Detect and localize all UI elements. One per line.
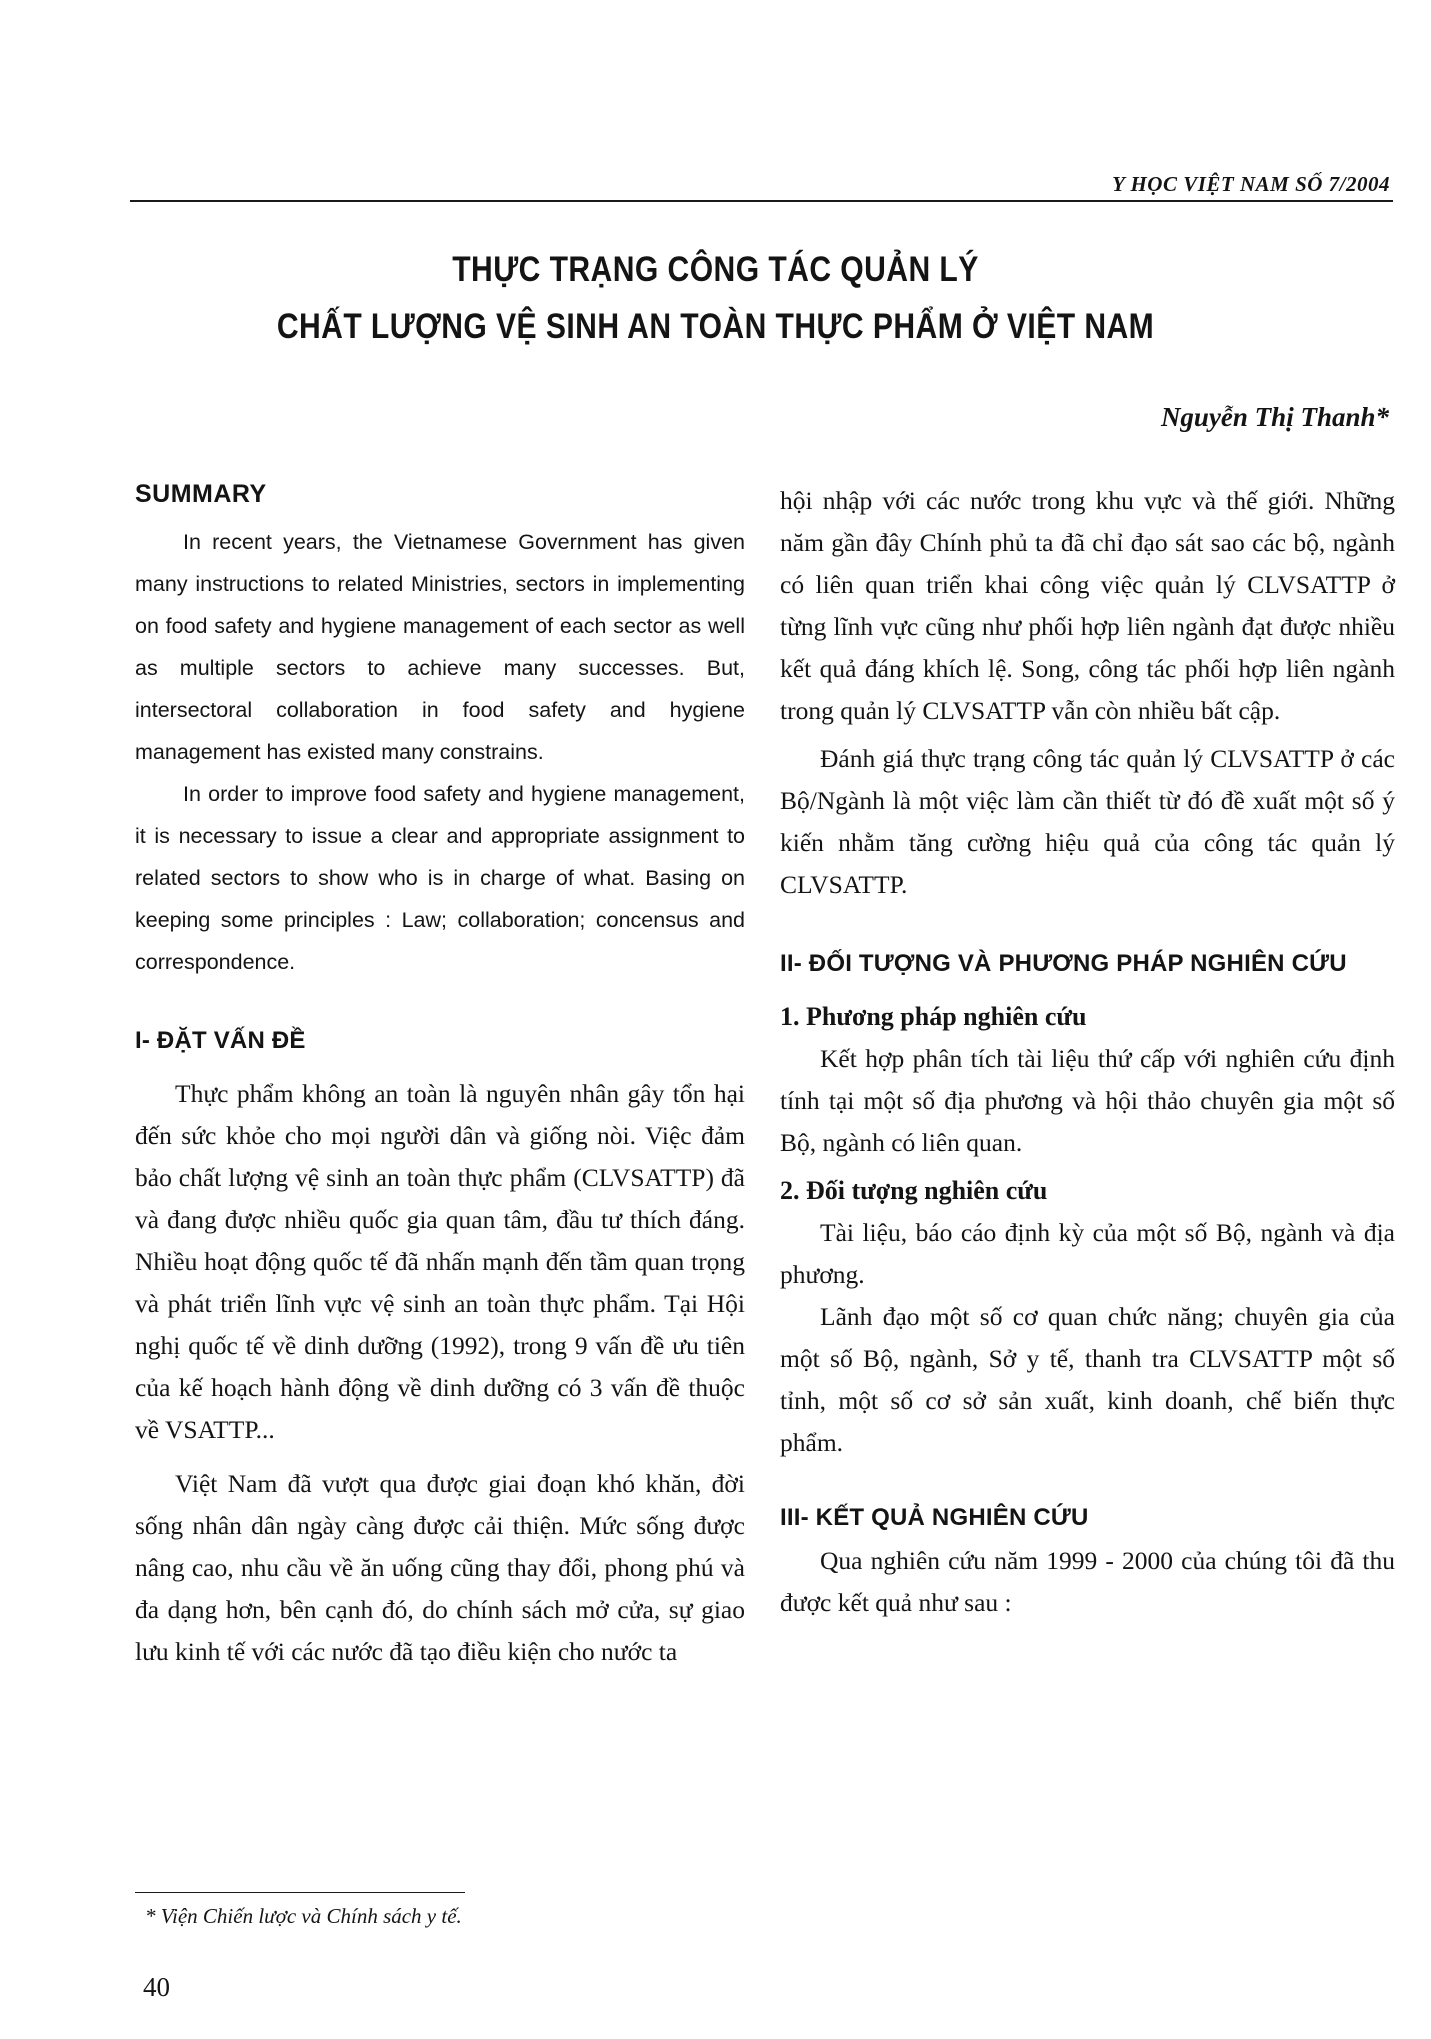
summary-paragraph-2: In order to improve food safety and hygiene management, it is necessary to issue a clear and appropriate assignment to related sectors to show who is in charge of what. Basing on keeping some principles : Law; collaboration; concensus and correspondence. (135, 782, 745, 974)
section-2-subject-paragraph-1: Tài liệu, báo cáo định kỳ của một số Bộ, ngành và địa phương. (780, 1218, 1395, 1289)
section-2-subheading-1: 1. Phương pháp nghiên cứu (780, 1002, 1087, 1031)
journal-header: Y HỌC VIỆT NAM SỐ 7/2004 (1112, 172, 1390, 196)
section-2-heading: II- ĐỐI TƯỢNG VÀ PHƯƠNG PHÁP NGHIÊN CỨU (780, 950, 1347, 977)
section-1-paragraph-3: hội nhập với các nước trong khu vực và thế giới. Những năm gần đây Chính phủ ta đã chỉ đạo sát sao các bộ, ngành có liên quan triển khai công việc quản lý CLVSATTP ở từng lĩnh vực cũng như phối hợp liên ngành đạt được nhiều kết quả đáng khích lệ. Song, công tác phối hợp liên ngành trong quản lý CLVSATTP vẫn còn nhiều bất cập. (780, 486, 1395, 725)
author-name: Nguyễn Thị Thanh* (1160, 402, 1389, 432)
summary-paragraph-1: In recent years, the Vietnamese Government has given many instructions to related Ministries, sectors in implementing on food safety and hygiene management of each sector as well as multiple sectors to achieve many successes. But, intersectoral collaboration in food safety and hygiene management has existed many constrains. (135, 530, 745, 764)
section-3-paragraph-1: Qua nghiên cứu năm 1999 - 2000 của chúng tôi đã thu được kết quả như sau : (780, 1546, 1395, 1617)
page-number: 40 (143, 1972, 170, 2002)
section-1-paragraph-1: Thực phẩm không an toàn là nguyên nhân gây tổn hại đến sức khỏe cho mọi người dân và giống nòi. Việc đảm bảo chất lượng vệ sinh an toàn thực phẩm (CLVSATTP) đã và đang được nhiều quốc gia quan tâm, đầu tư thích đáng. Nhiều hoạt động quốc tế đã nhấn mạnh đến tầm quan trọng và phát triển lĩnh vực vệ sinh an toàn thực phẩm. Tại Hội nghị quốc tế về dinh dưỡng (1992), trong 9 vấn đề ưu tiên của kế hoạch hành động về dinh dưỡng có 3 vấn đề thuộc về VSATTP... (135, 1079, 745, 1444)
section-1-paragraph-4: Đánh giá thực trạng công tác quản lý CLVSATTP ở các Bộ/Ngành là một việc làm cần thiết từ đó đề xuất một số ý kiến nhằm tăng cường hiệu quả của công tác quản lý CLVSATTP. (780, 744, 1395, 899)
footnote: * Viện Chiến lược và Chính sách y tế. (145, 1904, 462, 1928)
section-1-paragraph-2: Việt Nam đã vượt qua được giai đoạn khó khăn, đời sống nhân dân ngày càng được cải thiện. Mức sống được nâng cao, nhu cầu về ăn uống cũng thay đổi, phong phú và đa dạng hơn, bên cạnh đó, do chính sách mở cửa, sự giao lưu kinh tế với các nước đã tạo điều kiện cho nước ta (135, 1469, 745, 1666)
section-2-subheading-2: 2. Đối tượng nghiên cứu (780, 1176, 1048, 1205)
section-2-subject-paragraph-2: Lãnh đạo một số cơ quan chức năng; chuyên gia của một số Bộ, ngành, Sở y tế, thanh tra CLVSATTP một số tỉnh, một số cơ sở sản xuất, kinh doanh, chế biến thực phẩm. (780, 1302, 1395, 1457)
header-rule (130, 200, 1393, 202)
article-title-line-1: THỰC TRẠNG CÔNG TÁC QUẢN LÝ (452, 250, 979, 289)
footnote-rule (135, 1892, 465, 1893)
left-column (135, 480, 745, 1673)
section-2-method-paragraph: Kết hợp phân tích tài liệu thứ cấp với nghiên cứu định tính tại một số địa phương và hội thảo chuyên gia một số Bộ, ngành có liên quan. (780, 1044, 1395, 1157)
right-column (780, 480, 1395, 1624)
summary-heading: SUMMARY (135, 480, 267, 508)
section-1-heading: I- ĐẶT VẤN ĐỀ (135, 1027, 306, 1054)
article-title-line-2: CHẤT LƯỢNG VỆ SINH AN TOÀN THỰC PHẨM Ở VIỆT NAM (276, 307, 1155, 346)
section-3-heading: III- KẾT QUẢ NGHIÊN CỨU (780, 1504, 1089, 1531)
